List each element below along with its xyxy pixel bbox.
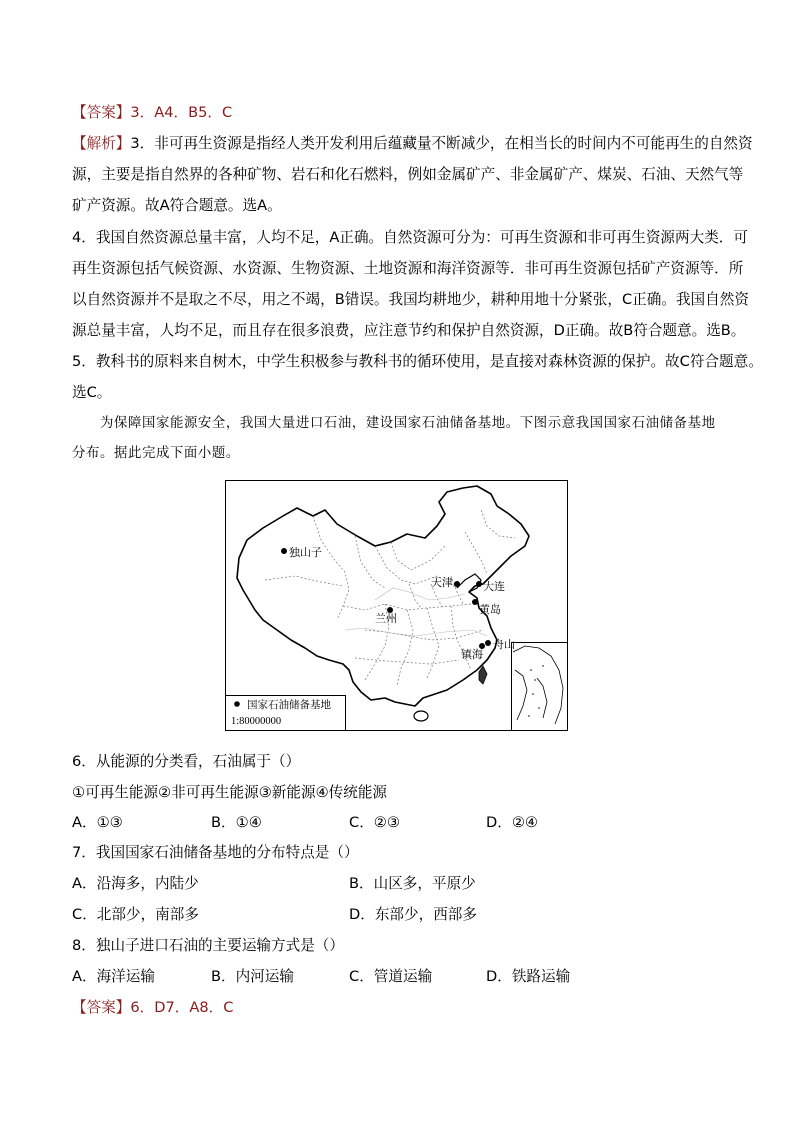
- city-dot-dalian: [476, 581, 482, 587]
- q7-stem: 7．我国国家石油储备基地的分布特点是（）: [72, 844, 359, 861]
- intro-line-1: 为保障国家能源安全，我国大量进口石油，建设国家石油储备基地。下图示意我国国家石油储备基地: [100, 416, 716, 431]
- analysis-line-6: 以自然资源并不是取之不尽，用之不竭，B错误。我国均耕地少，耕种用地十分紧张，C正确。我国自然资: [72, 291, 749, 308]
- legend-label: 国家石油储备基地: [247, 699, 331, 711]
- q6-option-a: A．①③: [72, 814, 123, 831]
- city-dot-dushanzi: [281, 548, 287, 554]
- city-label-lanzhou: 兰州: [375, 612, 397, 625]
- analysis-tag: 【解析】: [72, 135, 131, 152]
- analysis-line-7: 源总量丰富，人均不足，而且存在很多浪费，应注意节约和保护自然资源，D正确。故B符合题意。选B。: [72, 322, 746, 339]
- city-label-dalian: 大连: [483, 580, 505, 593]
- q6-sub: ①可再生能源②非可再生能源③新能源④传统能源: [72, 784, 388, 801]
- south-sea-inset: [512, 643, 568, 731]
- q7-option-b: B．山区多，平原少: [349, 875, 476, 892]
- intro-line-2: 分布。据此完成下面小题。: [72, 446, 240, 461]
- analysis-line-2: 源，主要是指自然界的各种矿物、岩石和化石燃料，例如金属矿产、非金属矿产、煤炭、石油、天然气等: [72, 166, 744, 183]
- analysis-line-5: 再生资源包括气候资源、水资源、生物资源、土地资源和海洋资源等．非可再生资源包括矿产资源等．所: [72, 260, 744, 277]
- city-dot-huangdao: [472, 599, 478, 605]
- answer-text: 3．A4．B5．C: [130, 104, 233, 121]
- map-scale: 1:80000000: [231, 716, 282, 727]
- q7-option-a: A．沿海多，内陆少: [72, 875, 199, 892]
- q6-option-d: D．②④: [486, 814, 538, 831]
- city-label-zhenhai: 镇海: [461, 648, 483, 661]
- q8-stem: 8．独山子进口石油的主要运输方式是（）: [72, 937, 344, 954]
- analysis-line-1: [72, 134, 753, 154]
- city-label-zhoushan: 舟山: [493, 638, 515, 651]
- analysis-line-3: 矿产资源。故A符合题意。选A。: [72, 197, 282, 214]
- q6-stem: 6．从能源的分类看，石油属于（）: [72, 753, 301, 770]
- q7-option-d: D．东部少，西部多: [349, 906, 477, 923]
- city-label-dushanzi: 独山子: [289, 546, 322, 559]
- answer2-tag: 【答案】: [72, 999, 131, 1016]
- answer2-text: 6．D7．A8．C: [130, 999, 234, 1016]
- answer-tag: 【答案】: [72, 104, 131, 121]
- analysis-line-4: 4．我国自然资源总量丰富，人均不足，A正确。自然资源可分为：可再生资源和非可再生资源两大类．可: [72, 229, 748, 246]
- city-dot-zhoushan: [485, 640, 491, 646]
- q6-option-b: B．①④: [211, 814, 262, 831]
- legend-dot: [234, 701, 240, 707]
- analysis-line-9: 选C。: [72, 384, 112, 401]
- answer-line-2: [72, 998, 233, 1018]
- q7-option-c: C．北部少，南部多: [72, 906, 199, 923]
- analysis-line-8: 5．教科书的原料来自树木，中学生积极参与教科书的循环使用，是直接对森林资源的保护。故C符合题意。: [72, 353, 763, 370]
- analysis-text-1: 3．非可再生资源是指经人类开发利用后蕴藏量不断减少，在相当长的时间内不可能再生的自然资: [130, 135, 753, 152]
- city-label-huangdao: 黄岛: [479, 603, 501, 616]
- oil-reserve-map: [225, 480, 568, 731]
- city-dot-tianjin: [454, 581, 460, 587]
- q8-option-d: D．铁路运输: [486, 968, 571, 985]
- q6-option-c: C．②③: [349, 814, 400, 831]
- answer-line-1: [72, 103, 232, 123]
- q8-option-a: A．海洋运输: [72, 968, 155, 985]
- q8-option-b: B．内河运输: [211, 968, 294, 985]
- q8-option-c: C．管道运输: [349, 968, 433, 985]
- city-label-tianjin: 天津: [431, 576, 453, 589]
